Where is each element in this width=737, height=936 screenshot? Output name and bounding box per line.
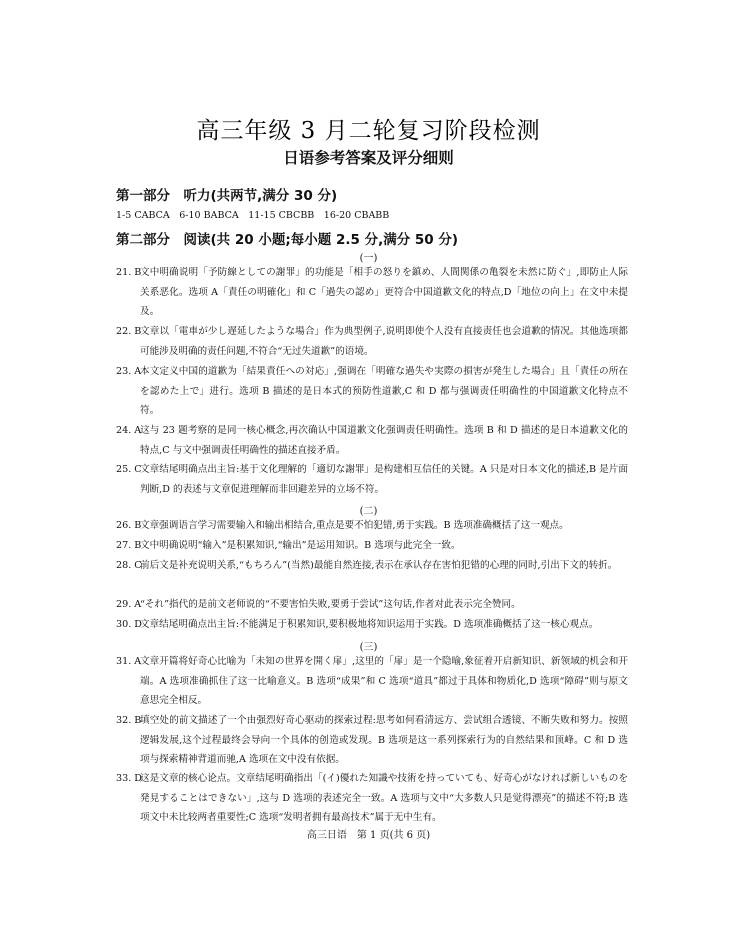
answer-item-22 bbox=[116, 322, 628, 361]
answer-item-25 bbox=[116, 460, 628, 499]
answer-explanation: 文章强调语言学习需要输入和输出相结合,重点是要不怕犯错,勇于实践。B 选项准确概括了这一观点。 bbox=[140, 520, 569, 531]
answer-number: 28. C bbox=[116, 560, 142, 571]
answer-explanation: 文章以「電車が少し遅延したような場合」作为典型例子,说明即使个人没有直接责任也会道歉的情况。其他选项都可能涉及明确的责任问题,不符合“无过失道歉”的语境。 bbox=[140, 326, 628, 357]
answer-number: 31. A bbox=[116, 656, 142, 667]
subsection-marker: (二) bbox=[359, 506, 378, 517]
answer-number: 33. D bbox=[116, 773, 142, 784]
subsection-marker: (一) bbox=[359, 253, 378, 264]
answer-item-28 bbox=[116, 556, 628, 576]
answer-number: 25. C bbox=[116, 464, 142, 475]
answer-item-32 bbox=[116, 711, 628, 770]
page-subtitle: 日语参考答案及评分细则 bbox=[283, 149, 454, 167]
answer-item-26 bbox=[116, 516, 628, 536]
answer-item-21 bbox=[116, 263, 628, 322]
answer-item-23 bbox=[116, 362, 628, 421]
answer-explanation: 文中明确说明“输入”是积累知识,“输出”是运用知识。B 选项与此完全一致。 bbox=[140, 540, 461, 551]
page-title: 高三年级 3 月二轮复习阶段检测 bbox=[196, 118, 541, 144]
answer-explanation: 文章结尾明确点出主旨:基于文化理解的「適切な謝罪」是构建相互信任的关键。A 只是对日本文化的描述,B 是片面判断,D 的表述与文章促进理解而非回避差异的立场不符。 bbox=[140, 464, 628, 495]
listening-answers: 1-5 CABCA 6-10 BABCA 11-15 CBCBB 16-20 CBABB bbox=[116, 210, 390, 221]
answer-explanation: 文章开篇将好奇心比喻为「未知の世界を開く扉」,这里的「扉」是一个隐喻,象征着开启新知识、新领域的机会和开端。A 选项准确抓住了这一比喻意义。B 选项“成果”和 C 选项“道具”都过于具体和物质化,D 选项“障碍”则与原文意思完全相反。 bbox=[140, 656, 628, 707]
answer-number: 23. A bbox=[116, 366, 142, 377]
answer-number: 32. B bbox=[116, 715, 142, 726]
part1-heading: 第一部分 听力(共两节,满分 30 分) bbox=[116, 188, 338, 204]
answer-explanation: 填空处的前文描述了一个由强烈好奇心驱动的探索过程:思考如何看清远方、尝试组合透镜、不断失败和努力。按照逻辑发展,这个过程最终会导向一个具体的创造或发现。B 选项是这一系列探索行为的自然结果和顶峰。C 和 D 选项与探索精神背道而驰,A 选项在文中没有依据。 bbox=[140, 715, 628, 766]
answer-explanation: 这与 23 题考察的是同一核心概念,再次确认中国道歉文化强调责任明确性。选项 B 和 D 描述的是日本道歉文化的特点,C 与文中强调责任明确性的描述直接矛盾。 bbox=[140, 425, 628, 456]
answer-item-29 bbox=[116, 595, 628, 615]
answer-item-33 bbox=[116, 769, 628, 828]
answer-explanation: 文章结尾明确点出主旨:不能满足于积累知识,要积极地将知识运用于实践。D 选项准确概括了这一核心观点。 bbox=[140, 619, 599, 630]
answer-number: 24. A bbox=[116, 425, 142, 436]
answer-number: 26. B bbox=[116, 520, 142, 531]
answer-explanation: 前后文是补充说明关系,“もちろん”(当然)最能自然连接,表示在承认存在害怕犯错的心理的同时,引出下文的转折。 bbox=[140, 560, 618, 571]
answer-item-30 bbox=[116, 615, 628, 635]
answer-explanation: “それ”指代的是前文老师说的“不要害怕失败,要勇于尝试”这句话,作者对此表示完全赞同。 bbox=[140, 599, 521, 610]
page-footer: 高三日语 第 1 页(共 6 页) bbox=[306, 830, 431, 841]
answer-number: 29. A bbox=[116, 599, 142, 610]
part2-heading: 第二部分 阅读(共 20 小题;每小题 2.5 分,满分 50 分) bbox=[116, 232, 459, 248]
subsection-marker: (三) bbox=[359, 642, 378, 653]
answer-number: 21. B bbox=[116, 267, 142, 278]
answer-item-24 bbox=[116, 421, 628, 460]
answer-item-27 bbox=[116, 536, 628, 556]
answer-explanation: 这是文章的核心论点。文章结尾明确指出「(イ)優れた知識や技術を持っていても、好奇心がなければ新しいものを発見することはできない」,这与 D 选项的表述完全一致。A 选项与文中“大多数人只是觉得漂亮”的描述不符;B 选项文中未比较两者重要性;C 选项“发明者拥有最高技术”属于无中生有。 bbox=[140, 773, 628, 824]
answer-explanation: 文中明确说明「予防線としての謝罪」的功能是「相手の怒りを鎮め、人間関係の亀裂を未然に防ぐ」,即防止人际关系恶化。选项 A「責任の明確化」和 C「過失の認め」更符合中国道歉文化的特点,D「地位の向上」在文中未提及。 bbox=[140, 267, 628, 318]
answer-explanation: 本文定义中国的道歉为「結果責任への対応」,强调在「明確な過失や実際の損害が発生した場合」且「責任の所在を認めた上で」进行。选项 B 描述的是日本式的预防性道歉,C 和 D 都与强调责任明确性的中国道歉文化特点不符。 bbox=[140, 366, 628, 417]
answer-number: 27. B bbox=[116, 540, 142, 551]
answer-item-31 bbox=[116, 652, 628, 711]
answer-number: 30. D bbox=[116, 619, 142, 630]
answer-number: 22. B bbox=[116, 326, 142, 337]
